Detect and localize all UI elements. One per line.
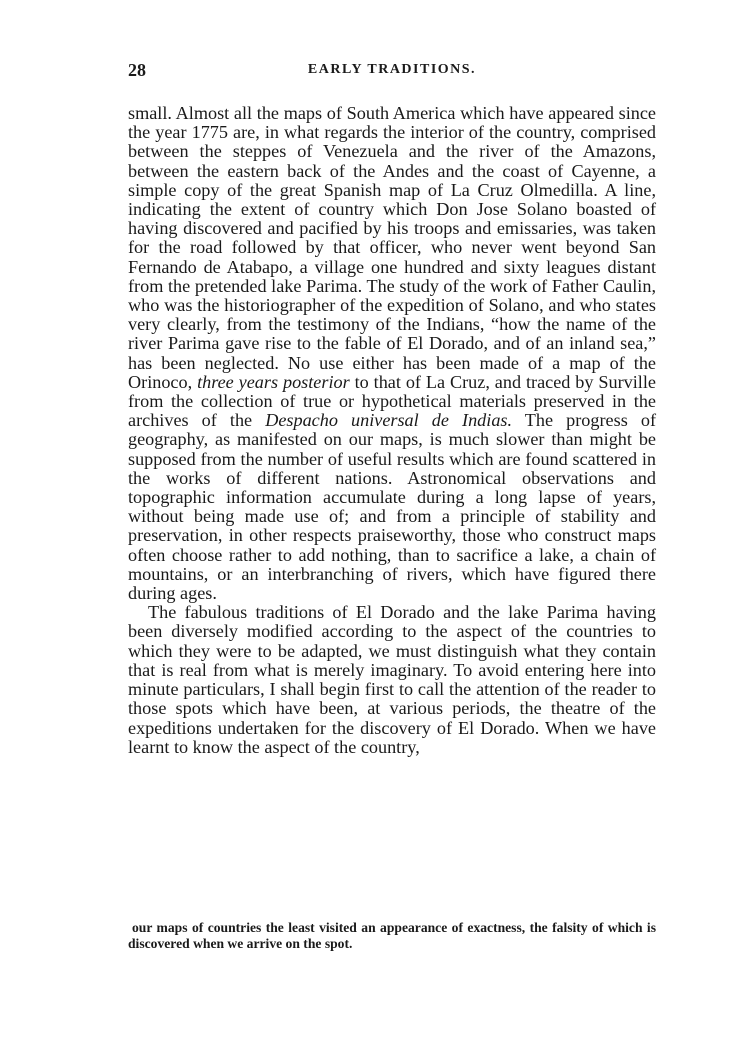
page-header <box>128 60 656 84</box>
italic-phrase-despacho: Despacho universal de Indias. <box>265 410 513 431</box>
paragraph-1-part-c: The progress of geography, as manifested on our maps, is much slower than might be supposed from the number of useful results which are found scattered in the works of different nations. Astronomical observations and topographic information accumulate during a long lapse of years, without being made use of; and from a principle of stability and preservation, in other respects praiseworthy, those who construct maps often choose rather to add nothing, than to sacrifice a lake, a chain of mountains, or an interbranching of rivers, which have figured there during ages. <box>128 410 656 604</box>
paragraph-2: The fabulous traditions of El Dorado and the lake Parima having been diversely modified according to the aspect of the countries to which they were to be adapted, we must distinguish what they contain that is real from what is merely imaginary. To avoid entering here into minute particulars, I shall begin first to call the attention of the reader to those spots which have been, at various periods, the theatre of the expeditions undertaken for the discovery of El Dorado. When we have learnt to know the aspect of the country, <box>128 602 656 757</box>
italic-phrase-three-years-posterior: three years posterior <box>197 371 350 392</box>
body-text <box>128 104 656 757</box>
paragraph-1-part-b: to that of La Cruz, and traced by Surville from the collection of true or hypothetical materials preserved in the archives of the <box>128 371 656 431</box>
running-head: EARLY TRADITIONS. <box>307 62 477 77</box>
paragraph-1 <box>128 104 656 603</box>
page-number: 28 <box>128 60 146 80</box>
footnote: our maps of countries the least visited an appearance of exactness, the falsity of which is discovered when we arrive on the spot. <box>128 920 656 951</box>
paragraph-1-part-a: small. Almost all the maps of South America which have appeared since the year 1775 are, in what regards the interior of the country, comprised between the steppes of Venezuela and the river of the Amazons, between the eastern back of the Andes and the coast of Cayenne, a simple copy of the great Spanish map of La Cruz Olmedilla. A line, indicating the extent of country which Don Jose Solano boasted of having discovered and pacified by his troops and emissaries, was taken for the road followed by that officer, who never went beyond San Fernando de Atabapo, a village one hundred and sixty leagues distant from the pretended lake Parima. The study of the work of Father Caulin, who was the historiographer of the expedition of Solano, and who states very clearly, from the testimony of the Indians, “how the name of the river Parima gave rise to the fable of El Dorado, and of an inland sea,” has been neglected. No use either has been made of a map of the Orinoco, <box>128 103 656 392</box>
